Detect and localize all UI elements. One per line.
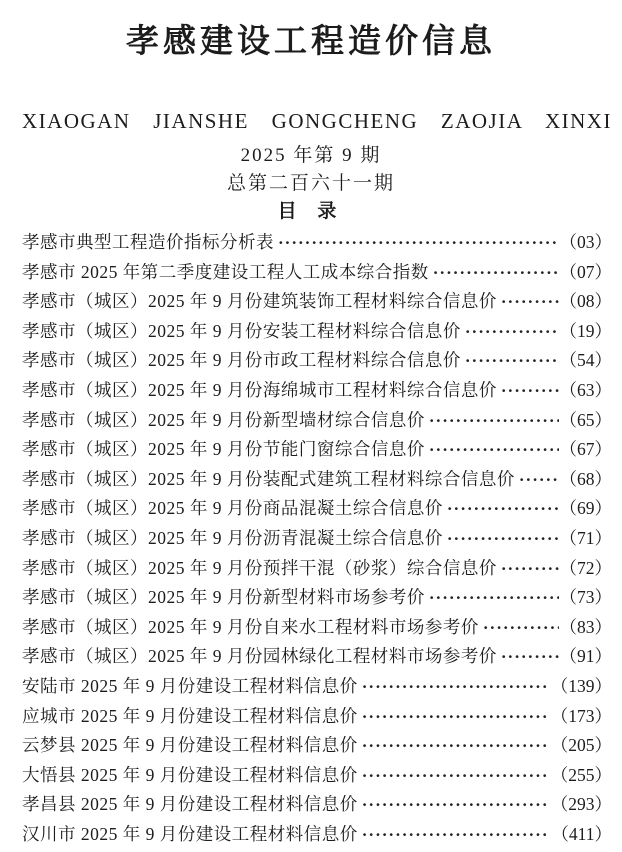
dot-leader <box>362 820 551 850</box>
toc-entry-title: 孝感市（城区）2025 年 9 月份新型墙材综合信息价 <box>22 409 425 430</box>
toc-entry <box>22 287 612 317</box>
toc-entry <box>22 435 612 465</box>
toc-entry-page: （255） <box>550 764 612 785</box>
toc-entry-page: （19） <box>559 320 612 341</box>
toc-entry <box>22 820 612 850</box>
toc-entry <box>22 731 612 761</box>
dot-leader <box>362 731 550 761</box>
toc-entry-title: 孝感市 2025 年第二季度建设工程人工成本综合指数 <box>22 261 429 282</box>
toc-entry <box>22 465 612 495</box>
toc-entry-title: 孝感市（城区）2025 年 9 月份自来水工程材料市场参考价 <box>22 616 479 637</box>
toc-entry-page: （63） <box>559 379 612 400</box>
dot-leader <box>519 465 559 495</box>
toc-entry-page: （69） <box>559 498 612 519</box>
dot-leader <box>447 494 559 524</box>
dot-leader <box>362 761 550 791</box>
toc-entry <box>22 790 612 820</box>
volume-number: 总第二百六十一期 <box>226 173 395 194</box>
table-of-contents <box>22 228 612 849</box>
toc-entry-page: （411） <box>551 823 612 844</box>
toc-entry <box>22 406 612 436</box>
dot-leader <box>501 376 559 406</box>
toc-entry-page: （73） <box>559 587 612 608</box>
toc-entry-page: （91） <box>559 646 612 667</box>
dot-leader <box>362 672 550 702</box>
toc-entry-title: 孝感市（城区）2025 年 9 月份海绵城市工程材料综合信息价 <box>22 379 497 400</box>
dot-leader <box>433 258 559 288</box>
toc-entry <box>22 554 612 584</box>
dot-leader <box>429 583 559 613</box>
toc-entry-title: 孝感市（城区）2025 年 9 月份安装工程材料综合信息价 <box>22 320 461 341</box>
page-title: 孝感建设工程造价信息 <box>126 24 496 60</box>
toc-heading: 目 录 <box>277 201 345 222</box>
dot-leader <box>429 406 559 436</box>
dot-leader <box>278 228 559 258</box>
toc-entry-title: 孝感市（城区）2025 年 9 月份建筑装饰工程材料综合信息价 <box>22 291 497 312</box>
toc-entry-title: 汉川市 2025 年 9 月份建设工程材料信息价 <box>22 823 358 844</box>
issue-number: 2025 年第 9 期 <box>240 145 382 166</box>
toc-entry <box>22 672 612 702</box>
toc-entry-page: （139） <box>550 675 612 696</box>
toc-entry <box>22 761 612 791</box>
dot-leader <box>465 317 559 347</box>
toc-entry <box>22 258 612 288</box>
dot-leader <box>362 790 550 820</box>
toc-entry-page: （08） <box>559 291 612 312</box>
toc-entry-title: 孝昌县 2025 年 9 月份建设工程材料信息价 <box>22 794 358 815</box>
toc-entry <box>22 583 612 613</box>
toc-entry-title: 孝感市（城区）2025 年 9 月份商品混凝土综合信息价 <box>22 498 443 519</box>
toc-entry-title: 孝感市（城区）2025 年 9 月份节能门窗综合信息价 <box>22 439 425 460</box>
toc-entry-page: （54） <box>559 350 612 371</box>
dot-leader <box>465 346 559 376</box>
toc-entry-title: 孝感市（城区）2025 年 9 月份装配式建筑工程材料综合信息价 <box>22 468 515 489</box>
dot-leader <box>501 554 559 584</box>
toc-entry-page: （173） <box>550 705 612 726</box>
dot-leader <box>501 642 559 672</box>
toc-entry <box>22 494 612 524</box>
dot-leader <box>501 287 559 317</box>
toc-entry-title: 安陆市 2025 年 9 月份建设工程材料信息价 <box>22 675 358 696</box>
toc-entry <box>22 642 612 672</box>
toc-entry-title: 孝感市典型工程造价指标分析表 <box>22 232 274 252</box>
toc-entry-title: 孝感市（城区）2025 年 9 月份新型材料市场参考价 <box>22 587 425 608</box>
toc-entry-title: 大悟县 2025 年 9 月份建设工程材料信息价 <box>22 764 358 785</box>
toc-entry-title: 孝感市（城区）2025 年 9 月份预拌干混（砂浆）综合信息价 <box>22 557 497 578</box>
dot-leader <box>483 613 559 643</box>
toc-entry-page: （72） <box>559 557 612 578</box>
dot-leader <box>447 524 559 554</box>
toc-entry-page: （293） <box>550 794 612 815</box>
toc-entry-page: （07） <box>559 261 612 282</box>
dot-leader <box>362 702 550 732</box>
toc-entry-title: 孝感市（城区）2025 年 9 月份园林绿化工程材料市场参考价 <box>22 646 497 667</box>
toc-entry-page: （03） <box>559 232 612 252</box>
toc-entry-page: （67） <box>559 439 612 460</box>
toc-entry-page: （83） <box>559 616 612 637</box>
toc-entry-title: 孝感市（城区）2025 年 9 月份市政工程材料综合信息价 <box>22 350 461 371</box>
toc-entry-page: （65） <box>559 409 612 430</box>
toc-entry-title: 云梦县 2025 年 9 月份建设工程材料信息价 <box>22 735 358 756</box>
toc-entry-page: （68） <box>559 468 612 489</box>
toc-entry <box>22 376 612 406</box>
toc-entry <box>22 524 612 554</box>
toc-entry-title: 孝感市（城区）2025 年 9 月份沥青混凝土综合信息价 <box>22 527 443 548</box>
pinyin-subtitle: XIAOGAN JIANSHE GONGCHENG ZAOJIA XINXI <box>22 109 612 133</box>
toc-entry <box>22 613 612 643</box>
toc-entry-page: （205） <box>550 735 612 756</box>
dot-leader <box>429 435 559 465</box>
toc-entry <box>22 317 612 347</box>
toc-entry-page: （71） <box>559 527 612 548</box>
toc-entry <box>22 346 612 376</box>
toc-entry <box>22 228 612 258</box>
toc-entry-title: 应城市 2025 年 9 月份建设工程材料信息价 <box>22 705 358 726</box>
toc-entry <box>22 702 612 732</box>
